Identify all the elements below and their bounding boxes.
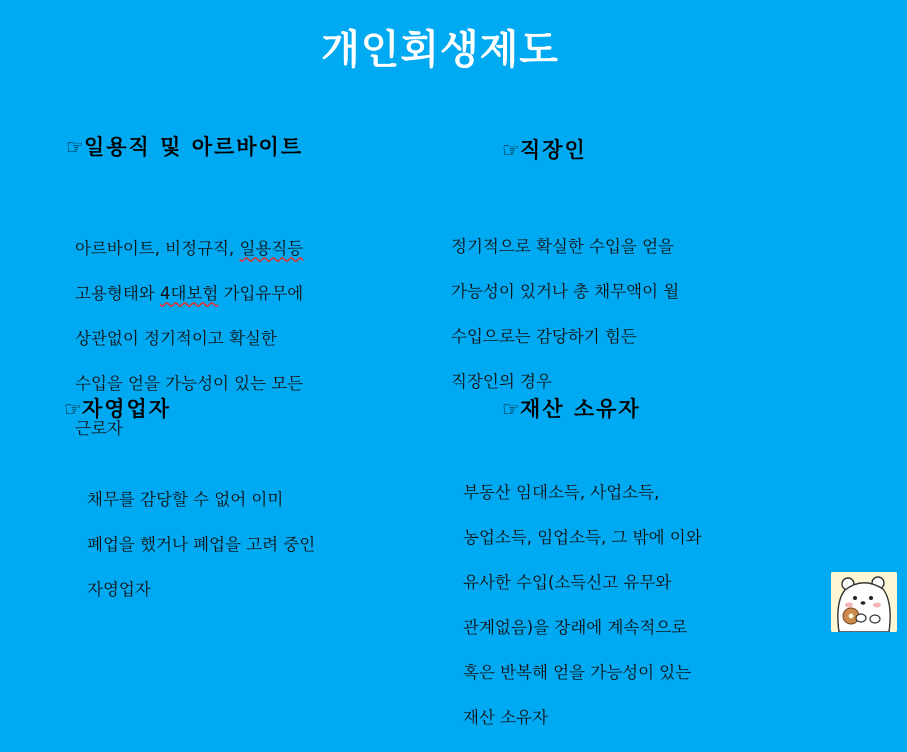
body-line: 자영업자 bbox=[87, 579, 151, 599]
pointing-hand-icon: ☞ bbox=[502, 397, 520, 421]
section-heading-label: 자영업자 bbox=[81, 396, 172, 421]
pointing-hand-icon: ☞ bbox=[502, 138, 520, 162]
body-line bbox=[75, 238, 303, 261]
section-heading-employee bbox=[502, 134, 587, 164]
body-line-part: 가입유무에 bbox=[218, 283, 304, 303]
spellcheck-underline: 일용직등 bbox=[239, 238, 304, 258]
body-line-part: 고용형태와 bbox=[75, 283, 160, 303]
body-line: 수입으로는 감당하기 힘든 bbox=[451, 326, 637, 346]
body-line: 유사한 수입(소득신고 유무와 bbox=[463, 572, 672, 592]
section-body-part-timer bbox=[75, 215, 303, 463]
body-line: 채무를 감당할 수 없어 이미 bbox=[87, 489, 284, 509]
section-heading-self-employed bbox=[64, 393, 171, 423]
body-line: 정기적으로 확실한 수입을 얻을 bbox=[451, 236, 674, 256]
polar-bear-icon bbox=[831, 572, 897, 632]
pointing-hand-icon: ☞ bbox=[64, 397, 82, 421]
body-line: 상관없이 정기적이고 확실한 bbox=[75, 328, 277, 348]
section-body-self-employed bbox=[87, 466, 315, 624]
section-heading-property-owner bbox=[502, 393, 641, 423]
body-line: 수입을 얻을 가능성이 있는 모든 bbox=[75, 373, 304, 393]
body-line: 부동산 임대소득, 사업소득, bbox=[463, 482, 660, 502]
section-body-employee bbox=[451, 213, 679, 416]
polar-bear-graphic bbox=[831, 572, 897, 632]
pointing-hand-icon: ☞ bbox=[66, 135, 84, 159]
body-line: 근로자 bbox=[75, 418, 123, 438]
section-heading-label: 재산 소유자 bbox=[519, 396, 641, 421]
body-line: 직장인의 경우 bbox=[451, 371, 552, 391]
body-line: 농업소득, 임업소득, 그 밖에 이와 bbox=[463, 527, 702, 547]
body-line: 관계없음)을 장래에 계속적으로 bbox=[463, 617, 688, 637]
body-line: 가능성이 있거나 총 채무액이 월 bbox=[451, 281, 680, 301]
page-title: 개인회생제도 bbox=[321, 27, 559, 73]
body-line: 폐업을 했거나 폐업을 고려 중인 bbox=[87, 534, 316, 554]
section-heading-part-timer bbox=[66, 131, 303, 161]
body-line-part: 아르바이트, 비정규직, bbox=[75, 238, 240, 258]
spellcheck-underline: 4대보험 bbox=[159, 283, 219, 303]
body-line: 혹은 반복해 얻을 가능성이 있는 bbox=[463, 662, 692, 682]
body-line bbox=[75, 283, 303, 306]
section-heading-label: 직장인 bbox=[519, 137, 587, 162]
section-heading-label: 일용직 및 아르바이트 bbox=[83, 134, 304, 159]
body-line: 재산 소유자 bbox=[463, 707, 548, 727]
section-body-property-owner bbox=[463, 459, 702, 752]
